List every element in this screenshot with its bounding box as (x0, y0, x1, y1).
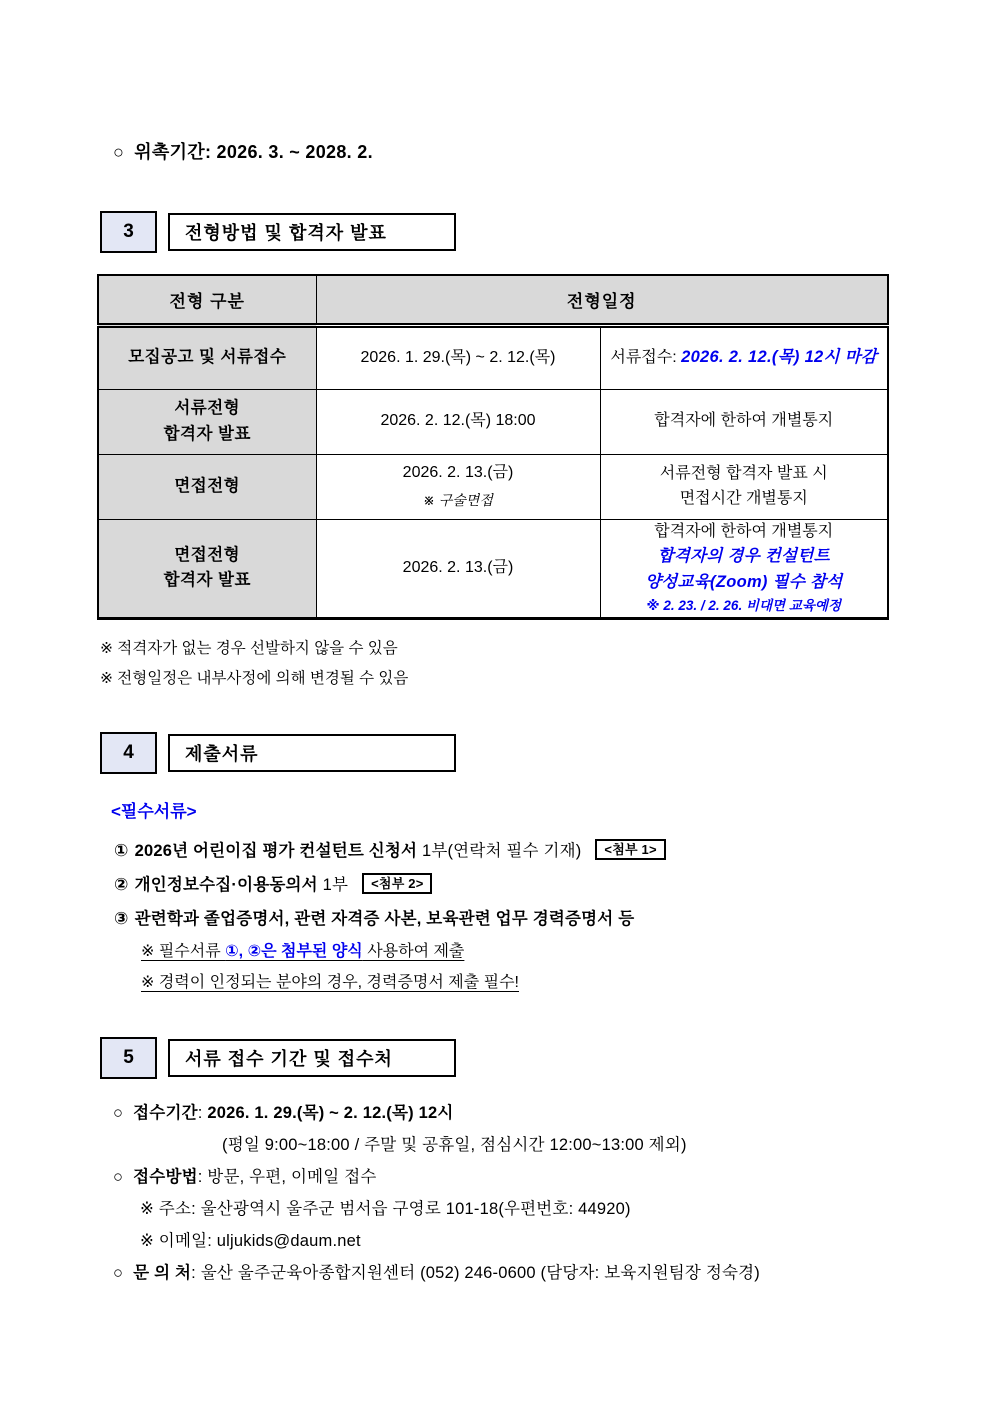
circle-bullet-icon: ○ (113, 1264, 124, 1283)
item3-bold-text: 관련학과 졸업증명서, 관련 자격증 사본, 보육관련 업무 경력증명서 등 (134, 910, 635, 929)
table-footnote-1: ※ 적격자가 없는 경우 선발하지 않을 수 있음 (100, 640, 398, 658)
section5-number-badge: 5 (100, 1037, 157, 1079)
table-row (98, 389, 888, 454)
column-header-schedule: 전형일정 (316, 275, 888, 325)
item2-bold-text: 개인정보수집·이용동의서 (134, 876, 318, 895)
row3-schedule-note: ※ 구술면접 (423, 492, 493, 509)
item1-bold-text: 2026년 어린이집 평가 컨설턴트 신청서 (134, 842, 418, 861)
row2-category-line2: 합격자 발표 (163, 424, 251, 443)
documents-note-2 (141, 970, 893, 996)
row3-note-line1: 서류전형 합격자 발표 시 (659, 464, 828, 482)
item1-rest-text: 1부(연락처 필수 기재) (417, 842, 582, 861)
section4-header (100, 732, 893, 774)
documents-note-1 (141, 939, 893, 965)
row4-note-line4: ※ 2. 23. / 2. 26. 비대면 교육예정 (646, 598, 841, 614)
row2-schedule: 2026. 2. 12.(목) 18:00 (316, 389, 600, 454)
row1-note-prefix: 서류접수: (610, 349, 682, 367)
reception-period-colon: : (197, 1104, 208, 1123)
row2-category-line1: 서류전형 (174, 398, 241, 417)
appointment-period-line (97, 138, 893, 164)
row3-note-line2: 면접시간 개별통지 (679, 489, 808, 507)
reception-method-line (113, 1161, 893, 1193)
circle-bullet-icon: ○ (113, 1104, 124, 1123)
row2-category (98, 389, 316, 454)
note1-highlight: ①, ②은 첨부된 양식 (225, 943, 363, 961)
row4-note-line2: 합격자의 경우 컨설턴트 (657, 547, 830, 566)
appointment-period-value: 2026. 3. ~ 2028. 2. (216, 142, 373, 162)
reception-email-line: ※ 이메일: uljukids@daum.net (140, 1232, 361, 1251)
document-items-list (97, 834, 893, 996)
documents-note-2-text: ※ 경력이 인정되는 분야의 경우, 경력증명서 제출 필수! (141, 974, 519, 992)
row4-note-line1: 합격자에 한하여 개별통지 (654, 522, 834, 540)
row2-note: 합격자에 한하여 개별통지 (600, 389, 888, 454)
reception-info (97, 1097, 893, 1289)
column-header-category: 전형 구분 (98, 275, 316, 325)
table-footnote-2: ※ 전형일정은 내부사정에 의해 변경될 수 있음 (100, 670, 409, 688)
section3-header (100, 211, 893, 253)
selection-schedule-table (97, 274, 889, 620)
item3-number: ③ (114, 909, 129, 929)
row4-note (600, 519, 888, 619)
contact-value: : 울산 울주군육아종합지원센터 (052) 246-0600 (담당자: 보육지원팀장 정숙경) (191, 1264, 760, 1283)
list-item (114, 868, 893, 902)
row3-schedule-date: 2026. 2. 13.(금) (402, 464, 514, 482)
section3-title: 전형방법 및 합격자 발표 (168, 213, 456, 251)
row4-category-line1: 면접전형 (174, 545, 241, 564)
section4-number-badge: 4 (100, 732, 157, 774)
row1-note (600, 325, 888, 389)
item1-number: ① (114, 841, 129, 861)
row4-category-line2: 합격자 발표 (163, 571, 251, 590)
table-footnotes (97, 634, 893, 694)
item2-rest-text: 1부 (317, 876, 349, 895)
row1-category: 모집공고 및 서류접수 (98, 325, 316, 389)
row1-schedule: 2026. 1. 29.(목) ~ 2. 12.(목) (316, 325, 600, 389)
reception-method-label: 접수방법 (133, 1168, 198, 1187)
reception-period-detail: (평일 9:00~18:00 / 주말 및 공휴일, 점심시간 12:00~13:00 제외) (222, 1136, 687, 1155)
reception-method-value: : 방문, 우편, 이메일 접수 (197, 1168, 377, 1187)
circle-bullet-icon: ○ (113, 1168, 124, 1187)
table-header-row (98, 275, 888, 325)
attachment1-badge: <첨부 1> (595, 839, 665, 860)
reception-address-line: ※ 주소: 울산광역시 울주군 범서읍 구영로 101-18(우편번호: 44920) (140, 1200, 631, 1219)
reception-period-value: 2026. 1. 29.(목) ~ 2. 12.(목) 12시 (207, 1104, 454, 1123)
list-item (114, 902, 893, 936)
documents-note-1-text (141, 943, 464, 960)
row3-note (600, 454, 888, 519)
section3-number-badge: 3 (100, 211, 157, 253)
section5-header (100, 1037, 893, 1079)
row4-note-line3: 양성교육(Zoom) 필수 참석 (645, 572, 843, 591)
appointment-period-label: 위촉기간: (134, 142, 212, 162)
reception-period-label: 접수기간 (133, 1104, 198, 1123)
required-documents-subtitle: <필수서류> (111, 802, 197, 822)
table-row (98, 325, 888, 389)
row3-category: 면접전형 (98, 454, 316, 519)
note1-suffix: 사용하여 제출 (362, 943, 465, 961)
row4-category (98, 519, 316, 619)
section4-title: 제출서류 (168, 734, 456, 772)
contact-label: 문 의 처 (133, 1264, 192, 1283)
note1-prefix: ※ 필수서류 (141, 943, 226, 961)
section5-title: 서류 접수 기간 및 접수처 (168, 1039, 456, 1077)
item2-number: ② (114, 875, 129, 895)
row3-schedule (316, 454, 600, 519)
row4-schedule: 2026. 2. 13.(금) (316, 519, 600, 619)
attachment2-badge: <첨부 2> (362, 873, 432, 894)
contact-line (113, 1257, 893, 1289)
table-row (98, 519, 888, 619)
list-item (114, 834, 893, 868)
reception-period-line (113, 1097, 893, 1129)
row1-note-deadline: 2026. 2. 12.(목) 12시 마감 (681, 348, 878, 367)
table-row (98, 454, 888, 519)
circle-bullet-icon: ○ (113, 142, 125, 162)
